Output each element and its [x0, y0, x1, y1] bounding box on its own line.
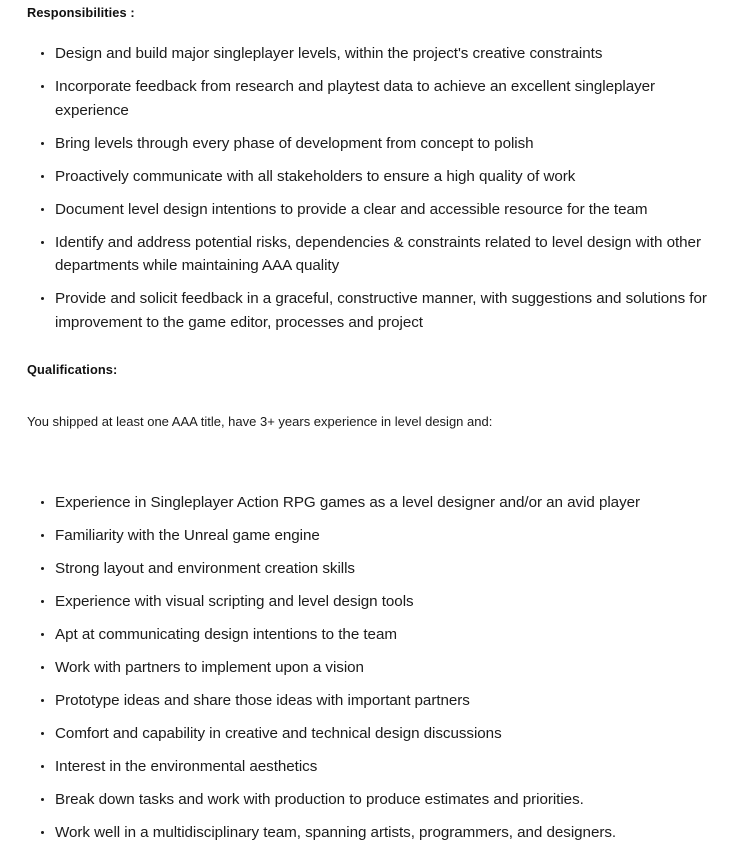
- qualifications-intro-wrapper: [27, 413, 717, 432]
- qualifications-section: [27, 361, 117, 378]
- qualifications-intro-text: You shipped at least one AAA title, have 3+ years experience in level design and:: [27, 414, 493, 429]
- list-item: Document level design intentions to provide a clear and accessible resource for the team: [41, 198, 719, 222]
- list-item: Apt at communicating design intentions to the team: [41, 623, 719, 647]
- list-item: Familiarity with the Unreal game engine: [41, 524, 719, 548]
- list-item: Prototype ideas and share those ideas with important partners: [41, 689, 719, 713]
- list-item: Experience in Singleplayer Action RPG games as a level designer and/or an avid player: [41, 491, 719, 515]
- list-item: Strong layout and environment creation skills: [41, 557, 719, 581]
- list-item: Identify and address potential risks, dependencies & constraints related to level design with other departments while maintaining AAA quality: [41, 231, 719, 278]
- list-item: Comfort and capability in creative and technical design discussions: [41, 722, 719, 746]
- list-item: Work with partners to implement upon a vision: [41, 656, 719, 680]
- responsibilities-heading: Responsibilities :: [27, 5, 135, 20]
- list-item: Proactively communicate with all stakeholders to ensure a high quality of work: [41, 165, 719, 189]
- responsibilities-list: [41, 42, 719, 334]
- list-item: Experience with visual scripting and level design tools: [41, 590, 719, 614]
- qualifications-heading: Qualifications:: [27, 362, 118, 377]
- list-item: Interest in the environmental aesthetics: [41, 755, 719, 779]
- list-item: Design and build major singleplayer levels, within the project's creative constraints: [41, 42, 719, 66]
- qualifications-list: [41, 491, 719, 845]
- list-item: Bring levels through every phase of development from concept to polish: [41, 132, 719, 156]
- list-item: Break down tasks and work with production to produce estimates and priorities.: [41, 788, 719, 812]
- list-item: Work well in a multidisciplinary team, spanning artists, programmers, and designers.: [41, 821, 719, 845]
- responsibilities-section: [27, 4, 135, 21]
- list-item: Provide and solicit feedback in a graceful, constructive manner, with suggestions and solutions for improvement to the game editor, processes and project: [41, 287, 719, 334]
- list-item: Incorporate feedback from research and playtest data to achieve an excellent singleplayer experience: [41, 75, 719, 122]
